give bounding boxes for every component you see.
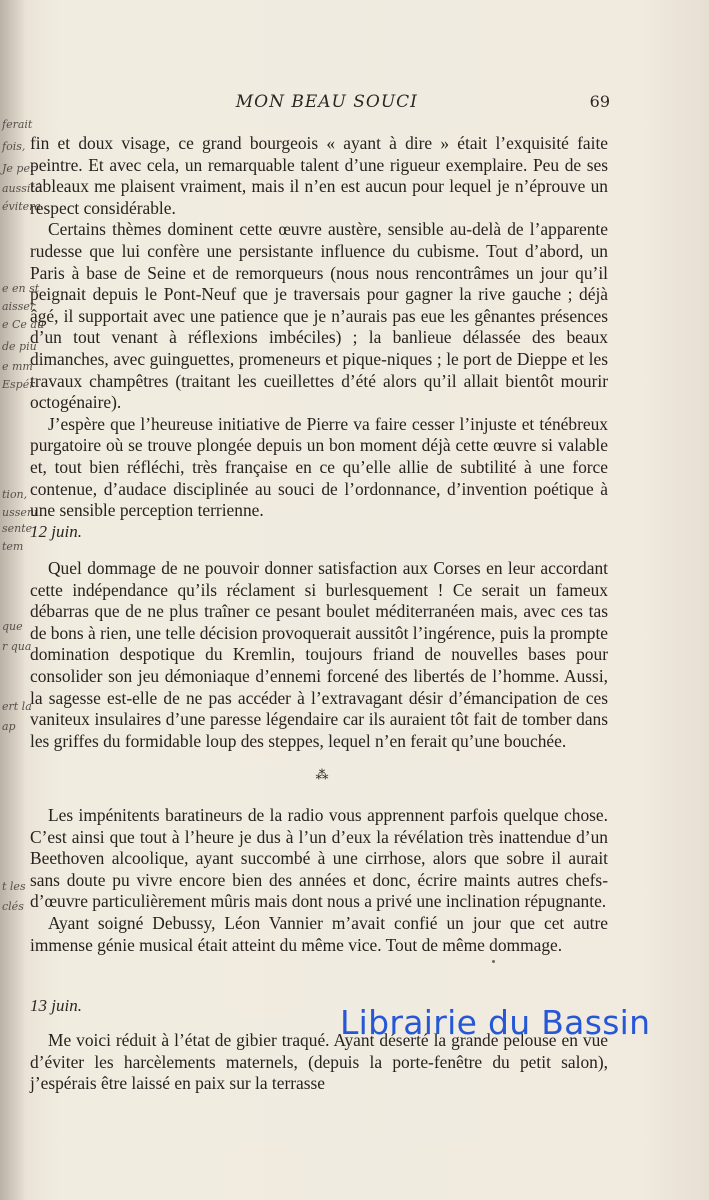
gutter-fragment: ap [2,720,16,733]
gutter-fragment: clés [2,900,24,913]
paragraph: fin et doux visage, ce grand bourgeois « ayant à dire » était l’exquisité faite peintre. Et avec cela, un remarquable talent d’une rigueur exemplaire. Peu de ses tableaux me plaisent vraiment, mais il n’en est aucun pour lequel je n’éprouve un respect considérable. [30,133,608,218]
page-number: 69 [589,92,610,111]
paragraph: Quel dommage de ne pouvoir donner satisfaction aux Corses en leur accordant cette indépendance qu’ils réclament si burlesquement ! Ce serait un fameux débarras que de ne plus traîner ce pesant boulet méditerranéen mais, avec ces tas de bons à rien, une telle décision provoquerait aussitôt l’ingérence, puis la prompte domination despotique du Kremlin, toujours friand de nouvelles bases pour consolider son jeu démoniaque d’ennemi forcené des libertés de l’homme. Aussi, la sagesse est-elle de ne pas accéder à l’extravagant désir d’émancipation de ces vaniteux insulaires d’une paresse légendaire car ils auraient tôt fait de tomber dans les griffes du formidable loup des steppes, lequel n’en ferait qu’une bouchée. [30,558,608,751]
gutter-fragment: évitera [2,200,41,213]
paragraph: Les impénitents baratineurs de la radio vous apprennent parfois quelque chose. C’est ainsi que tout à l’heure je dus à l’un d’eux la révélation très inattendue d’un Beethoven alcoolique, ayant succombé à une cirrhose, alors que sobre il aurait sans doute pu vivre encore bien des années et donc, écrire maints autres chefs-d’œuvre particulièrement mûris mais dont nous a privé une inclination répugnante. [30,805,608,912]
paragraph: J’espère que l’heureuse initiative de Pierre va faire cesser l’injuste et ténébreux purgatoire où se trouve plongée depuis un bon moment déjà cette œuvre si valable et, tout bien réfléchi, très française en ce qu’elle allie de subtilité à une force contenue, d’audace disciplinée au souci de l’ordonnance, d’invention poétique à une sensible perception terrienne. [30,413,608,521]
gutter-fragment: ert la [2,700,32,713]
gutter-fragment: Espér [2,378,35,391]
section-separator: ⁂ [315,768,329,783]
running-title: MON BEAU SOUCI [235,92,418,112]
gutter-fragment: fois, [2,140,26,153]
paragraph: Certains thèmes dominent cette œuvre austère, sensible au-delà de l’apparente rudesse que lui confère une persistante influence du cubisme. Tout d’abord, un Paris à base de Seine et de remorqueurs (nous nous rencontrâmes un jour qu’il peignait depuis le Pont-Neuf que je traversais pour gagner la rive gauche ; déjà âgé, il supportait avec une patience que je n’aurais pas eue les gênantes présences d’un tout venant à réflexions imbéciles) ; la banlieue délassée des beaux dimanches, avec guinguettes, promeneurs et pique-niques ; le port de Dieppe et les travaux champêtres (traitant les cueillettes d’été alors qu’il allait bientôt mourir octogénaire). [30,219,608,413]
ink-speck [492,960,495,963]
body-text-top [30,133,608,522]
gutter-fragment: e Ce au [2,318,45,331]
gutter-fragment: aisser [2,300,36,313]
gutter-fragment: usseni [2,506,38,519]
paragraph: Ayant soigné Debussy, Léon Vannier m’avait confié un jour que cet autre immense génie musical était atteint du même vice. Tout de même dommage. [30,912,608,955]
date-heading: 12 juin. [30,522,82,541]
running-header [30,92,610,118]
gutter-fragment: aussitô [2,182,42,195]
body-text-radio [30,805,608,956]
previous-page-gutter [0,0,45,1200]
gutter-fragment: ferait [2,118,33,131]
gutter-fragment: que [2,620,23,633]
gutter-fragment: tem [2,540,24,553]
watermark: Librairie du Bassin [340,1003,651,1042]
gutter-fragment: e mm [2,360,33,373]
gutter-fragment: tion, [2,488,28,501]
gutter-fragment: r qua [2,640,32,653]
gutter-fragment: de piu [2,340,37,353]
gutter-fragment: t les [2,880,26,893]
date-heading: 13 juin. [30,996,82,1015]
gutter-fragment: sente [2,522,33,535]
gutter-fragment: e en st [2,282,40,295]
body-text-june12 [30,558,608,752]
paragraph: Me voici réduit à l’état de gibier traqué. Ayant déserté la grande pelouse en vue d’éviter les harcèlements maternels, (depuis la porte-fenêtre du petit salon), j’espérais être laissé en paix sur la terrasse [30,1030,608,1094]
gutter-fragment: Je per [2,162,36,175]
